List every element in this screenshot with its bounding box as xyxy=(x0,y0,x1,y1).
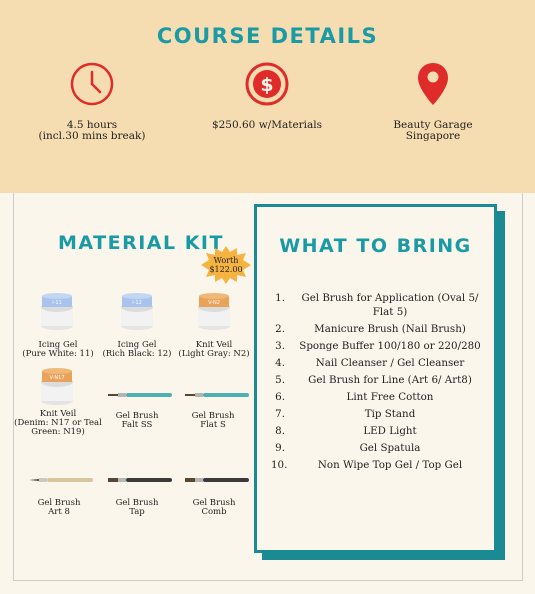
list-item xyxy=(271,322,485,336)
gel-brush-image xyxy=(185,476,249,484)
kit-item-name: Gel Brush xyxy=(115,498,159,508)
kit-item xyxy=(97,499,177,517)
kit-item-name: Gel Brush xyxy=(191,411,235,421)
list-text: Non Wipe Top Gel / Top Gel xyxy=(317,459,463,471)
duration-text: 4.5 hours xyxy=(66,119,118,131)
gel-jar-image xyxy=(40,368,74,406)
gel-jar-image xyxy=(197,293,231,331)
location-city: Singapore xyxy=(405,130,461,142)
list-text: Gel Brush for Line (Art 6/ Art8) xyxy=(308,374,472,386)
kit-item-detail: (Denim: N17 or Teal Green: N19) xyxy=(14,418,102,437)
location-name: Beauty Garage xyxy=(393,119,473,131)
gel-jar-image xyxy=(40,293,74,331)
list-item xyxy=(271,339,485,353)
list-number: 10. xyxy=(271,459,288,471)
kit-item-detail: (Rich Black: 12) xyxy=(102,349,172,359)
list-number: 6. xyxy=(275,391,285,403)
location-pin-icon xyxy=(416,61,450,107)
kit-item-name: Knit Veil xyxy=(39,409,77,419)
list-text: Nail Cleanser / Gel Cleanser xyxy=(315,357,465,369)
list-number: 2. xyxy=(275,323,285,335)
list-text: Manicure Brush (Nail Brush) xyxy=(314,323,466,335)
worth-label: Worth xyxy=(213,256,239,265)
kit-item-name: Gel Brush xyxy=(192,498,236,508)
worth-badge xyxy=(201,246,251,284)
kit-item-detail: Comb xyxy=(201,507,227,517)
kit-item xyxy=(19,499,99,517)
jar-label: V-N17 xyxy=(49,375,65,381)
kit-item-detail: Tap xyxy=(129,507,145,517)
list-item xyxy=(271,291,485,319)
kit-item xyxy=(173,412,253,430)
list-text: Sponge Buffer 100/180 or 220/280 xyxy=(299,340,481,352)
list-item xyxy=(271,407,485,421)
list-item xyxy=(271,373,485,387)
clock-icon xyxy=(69,61,115,107)
list-item xyxy=(271,441,485,455)
kit-item-name: Icing Gel xyxy=(117,340,157,350)
course-details-title: COURSE DETAILS xyxy=(156,24,379,48)
kit-item-detail: Flat S xyxy=(200,420,226,430)
bring-list xyxy=(271,291,485,475)
kit-item-name: Gel Brush xyxy=(37,498,81,508)
list-item xyxy=(271,424,485,438)
what-to-bring-panel xyxy=(254,204,497,553)
list-item xyxy=(271,458,485,472)
list-number: 3. xyxy=(275,340,285,352)
gel-brush-image xyxy=(185,391,249,399)
list-text: Tip Stand xyxy=(364,408,416,420)
kit-item-name: Gel Brush xyxy=(115,411,159,421)
kit-item-detail: Art 8 xyxy=(48,507,70,517)
kit-item-name: Icing Gel xyxy=(38,340,78,350)
list-text: Lint Free Cotton xyxy=(346,391,434,403)
price-detail xyxy=(187,60,347,131)
gel-jar-image xyxy=(120,293,154,331)
kit-item-detail: (Light Gray: N2) xyxy=(178,349,250,359)
kit-item-detail: (Pure White: 11) xyxy=(22,349,94,359)
kit-item-detail: Falt SS xyxy=(121,420,153,430)
jar-label: i-11 xyxy=(52,300,62,306)
worth-amount: $122.00 xyxy=(209,265,243,274)
location-detail xyxy=(353,60,513,142)
list-number: 9. xyxy=(275,442,285,454)
list-text: LED Light xyxy=(363,425,417,437)
what-to-bring-title: WHAT TO BRING xyxy=(279,235,472,257)
gel-brush-image xyxy=(108,476,172,484)
list-number: 5. xyxy=(275,374,285,386)
list-item xyxy=(271,390,485,404)
svg-text:$: $ xyxy=(260,74,274,96)
list-text: Gel Brush for Application (Oval 5/ Flat 5) xyxy=(301,292,479,318)
list-number: 7. xyxy=(275,408,285,420)
list-number: 1. xyxy=(275,292,285,304)
jar-label: V-N2 xyxy=(208,300,220,306)
list-number: 8. xyxy=(275,425,285,437)
kit-item xyxy=(14,410,102,437)
kit-item xyxy=(18,341,98,359)
course-details-section xyxy=(0,0,535,193)
list-text: Gel Spatula xyxy=(359,442,421,454)
duration-detail xyxy=(12,60,172,142)
kit-item xyxy=(174,499,254,517)
list-item xyxy=(271,356,485,370)
duration-note: (incl.30 mins break) xyxy=(38,130,146,142)
list-number: 4. xyxy=(275,357,285,369)
price-text: $250.60 w/Materials xyxy=(211,119,323,131)
gel-brush-image xyxy=(29,476,93,484)
material-kit-title: MATERIAL KIT xyxy=(58,232,224,254)
kit-item-name: Knit Veil xyxy=(195,340,233,350)
gel-brush-image xyxy=(108,391,172,399)
kit-item xyxy=(97,412,177,430)
kit-item xyxy=(175,341,253,359)
jar-label: i-12 xyxy=(132,300,142,306)
kit-item xyxy=(97,341,177,359)
dollar-icon xyxy=(244,61,290,107)
